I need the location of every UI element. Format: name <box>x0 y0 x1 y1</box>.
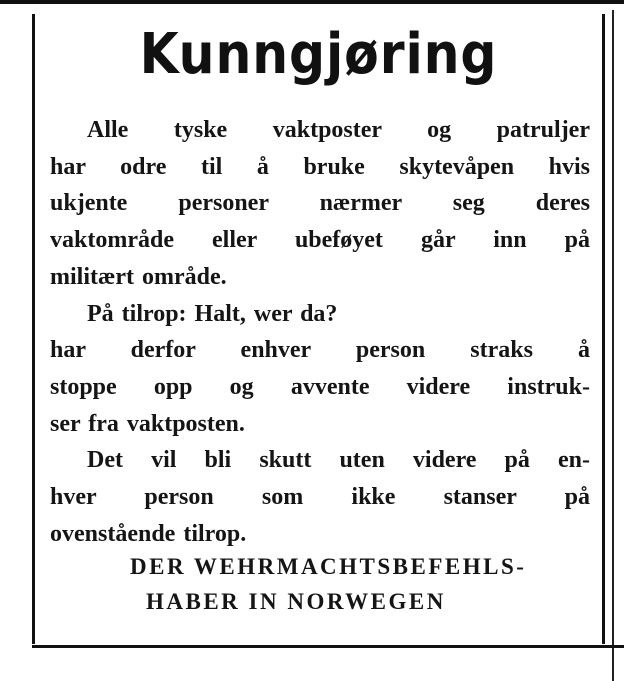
text-line: hver person som ikke stanser på <box>50 484 590 511</box>
right-border <box>602 14 605 644</box>
left-border <box>32 14 35 644</box>
text-line: Det vil bli skutt uten videre på en- <box>87 447 590 474</box>
text-line: På tilrop: Halt, wer da? <box>87 300 338 327</box>
text-line: Alle tyske vaktposter og patruljer <box>87 117 590 143</box>
text-line: militært område. <box>50 263 227 290</box>
column-divider <box>612 10 614 681</box>
text-line: ser fra vaktposten. <box>50 410 245 437</box>
text-line: vaktområde eller ubeføyet går inn på <box>50 227 590 254</box>
text-line: har derfor enhver person straks å <box>50 337 590 364</box>
text-line: har odre til å bruke skytevåpen hvis <box>50 153 590 180</box>
signature-line: DER WEHRMACHTSBEFEHLS- <box>130 554 527 579</box>
top-border <box>0 0 624 4</box>
bottom-border <box>32 645 624 648</box>
signature-line: HABER IN NORWEGEN <box>146 589 446 614</box>
notice-body <box>50 112 590 552</box>
text-line: ukjente personer nærmer seg deres <box>50 190 590 217</box>
text-line: ovenstående tilrop. <box>50 520 247 547</box>
notice-title: Kunngjøring <box>139 22 498 87</box>
text-line: stoppe opp og avvente videre instruk- <box>50 373 590 400</box>
